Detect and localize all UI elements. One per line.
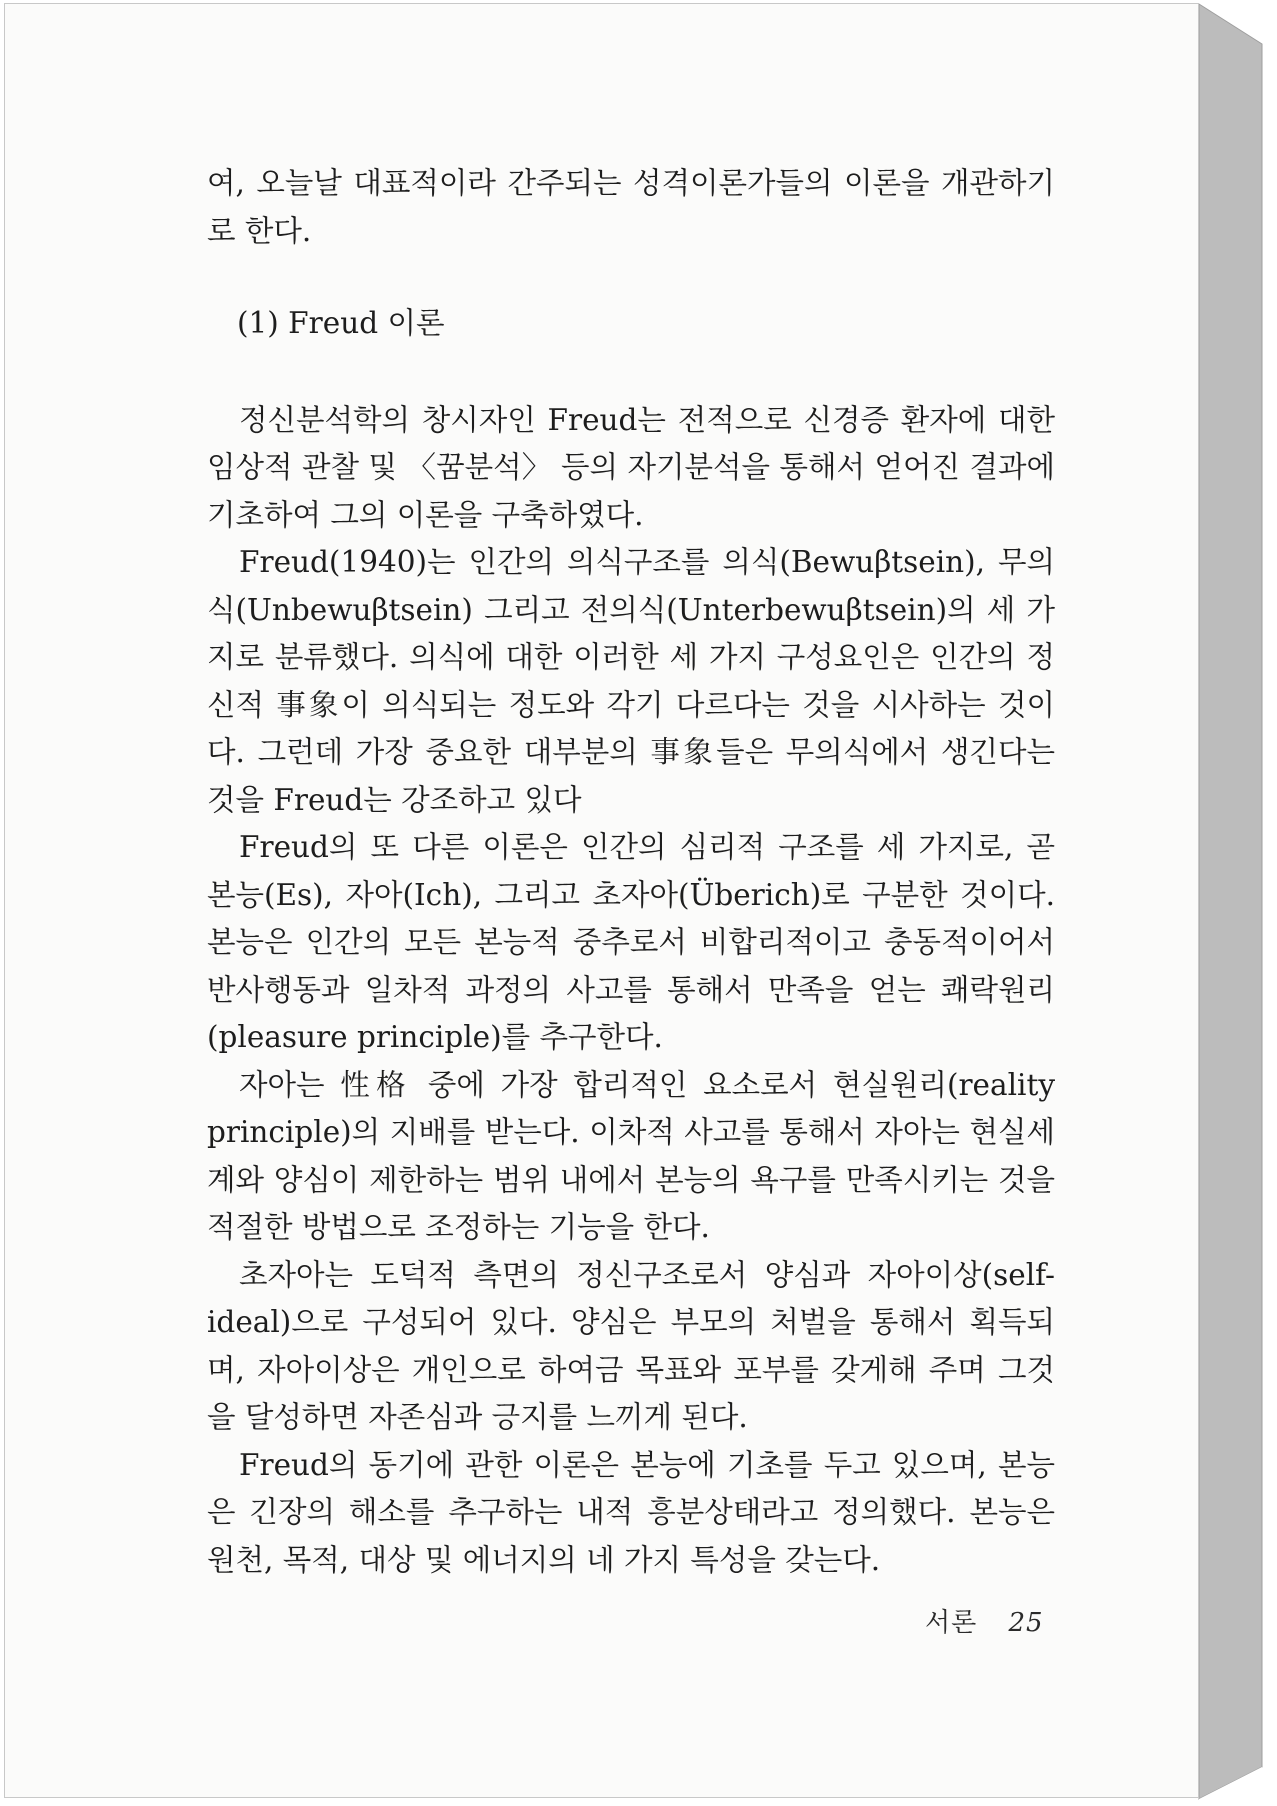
page-body [207, 160, 1055, 1584]
paragraph-2: Freud(1940)는 인간의 의식구조를 의식(Bewuβtsein), 무의식(Unbewuβtsein) 그리고 전의식(Unterbewuβtsein)의 세 가지로 분류했다. 의식에 대한 이러한 세 가지 구성요인은 인간의 정신적 事象이 의식되는 정도와 각기 다르다는 것을 시사하는 것이다. 그런데 가장 중요한 대부분의 事象들은 무의식에서 생긴다는 것을 Freud는 강조하고 있다 [207, 545, 1055, 817]
page-footer [925, 1602, 1044, 1639]
footer-title: 서론 [925, 1608, 978, 1638]
section-heading: (1) Freud 이론 [237, 306, 445, 340]
paragraph-3: Freud의 또 다른 이론은 인간의 심리적 구조를 세 가지로, 곧 본능(Es), 자아(Ich), 그리고 초자아(Überich)로 구분한 것이다. 본능은 인간의 모든 본능적 중추로서 비합리적이고 충동적이어서 반사행동과 일차적 과정의 사고를 통해서 만족을 얻는 쾌락원리(pleasure principle)를 추구한다. [207, 830, 1055, 1054]
paragraph-5: 초자아는 도덕적 측면의 정신구조로서 양심과 자아이상(self-ideal)으로 구성되어 있다. 양심은 부모의 처벌을 통해서 획득되며, 자아이상은 개인으로 하여금 목표와 포부를 갖게해 주며 그것을 달성하면 자존심과 긍지를 느끼게 된다. [207, 1257, 1055, 1434]
page-number: 25 [1008, 1608, 1044, 1638]
intro-paragraph: 여, 오늘날 대표적이라 간주되는 성격이론가들의 이론을 개관하기로 한다. [207, 166, 1055, 248]
paragraph-4: 자아는 性格 중에 가장 합리적인 요소로서 현실원리(reality principle)의 지배를 받는다. 이차적 사고를 통해서 자아는 현실세계와 양심이 제한하는 범위 내에서 본능의 욕구를 만족시키는 것을 적절한 방법으로 조정하는 기능을 한다. [207, 1067, 1055, 1244]
paragraph-1: 정신분석학의 창시자인 Freud는 전적으로 신경증 환자에 대한 임상적 관찰 및 〈꿈분석〉 등의 자기분석을 통해서 얻어진 결과에 기초하여 그의 이론을 구축하였다. [207, 402, 1055, 532]
document-page [4, 3, 1199, 1798]
paragraph-6: Freud의 동기에 관한 이론은 본능에 기초를 두고 있으며, 본능은 긴장의 해소를 추구하는 내적 흥분상태라고 정의했다. 본능은 원천, 목적, 대상 및 에너지의 네 가지 특성을 갖는다. [207, 1447, 1055, 1577]
